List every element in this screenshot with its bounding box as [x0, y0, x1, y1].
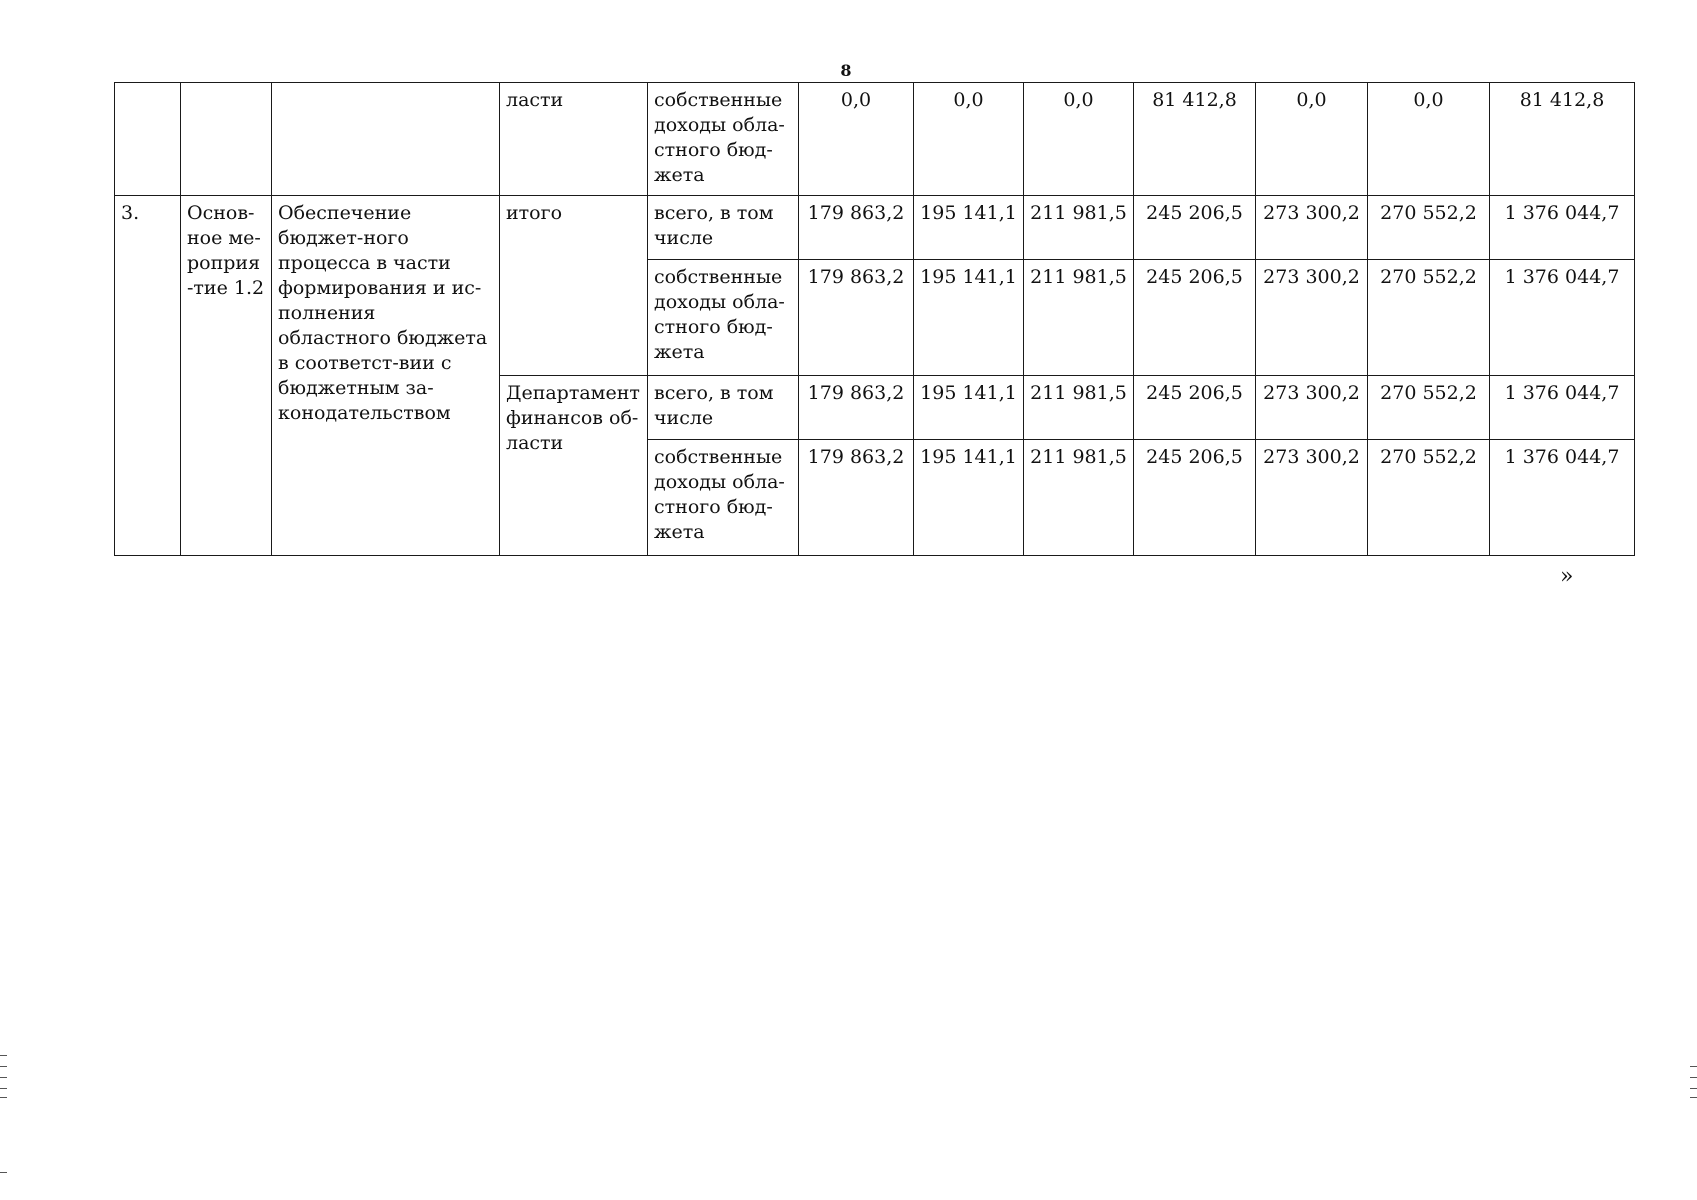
row-number-cell	[115, 83, 181, 196]
source-cell: собственные доходы обла-стного бюд-жета	[648, 260, 799, 376]
page-number: 8	[840, 61, 852, 80]
executor-cell: ласти	[500, 83, 648, 196]
value-cell: 211 981,5	[1024, 196, 1134, 260]
row-number-cell: 3.	[115, 196, 181, 556]
value-cell: 245 206,5	[1134, 196, 1256, 260]
value-cell: 0,0	[914, 83, 1024, 196]
status-cell	[181, 83, 272, 196]
value-cell: 0,0	[1024, 83, 1134, 196]
source-cell: собственные доходы обла-стного бюд-жета	[648, 440, 799, 556]
value-cell: 245 206,5	[1134, 376, 1256, 440]
value-cell: 1 376 044,7	[1490, 376, 1635, 440]
value-cell: 273 300,2	[1256, 376, 1368, 440]
name-cell	[272, 83, 500, 196]
name-cell: Обеспечение бюджет-ного процесса в части формирования и ис-полнения областного бюджета в соответст-вии с бюджетным за-конодательством	[272, 196, 500, 556]
value-cell: 179 863,2	[799, 260, 914, 376]
value-cell: 195 141,1	[914, 440, 1024, 556]
budget-table	[114, 82, 1635, 556]
value-cell: 211 981,5	[1024, 260, 1134, 376]
value-cell: 211 981,5	[1024, 376, 1134, 440]
status-cell: Основ-ное ме-роприя-тие 1.2	[181, 196, 272, 556]
value-cell: 1 376 044,7	[1490, 260, 1635, 376]
source-cell: собственные доходы обла-стного бюд-жета	[648, 83, 799, 196]
value-cell: 1 376 044,7	[1490, 440, 1635, 556]
value-cell: 211 981,5	[1024, 440, 1134, 556]
value-cell: 273 300,2	[1256, 260, 1368, 376]
value-cell: 179 863,2	[799, 376, 914, 440]
value-cell: 245 206,5	[1134, 440, 1256, 556]
value-cell: 195 141,1	[914, 376, 1024, 440]
value-cell: 270 552,2	[1368, 376, 1490, 440]
source-cell: всего, в том числе	[648, 376, 799, 440]
value-cell: 273 300,2	[1256, 440, 1368, 556]
value-cell: 0,0	[1256, 83, 1368, 196]
value-cell: 270 552,2	[1368, 196, 1490, 260]
value-cell: 270 552,2	[1368, 260, 1490, 376]
value-cell: 270 552,2	[1368, 440, 1490, 556]
value-cell: 273 300,2	[1256, 196, 1368, 260]
value-cell: 245 206,5	[1134, 260, 1256, 376]
value-cell: 195 141,1	[914, 196, 1024, 260]
table-row	[115, 83, 1635, 196]
executor-cell: итого	[500, 196, 648, 376]
executor-cell: Департамент финансов об-ласти	[500, 376, 648, 556]
value-cell: 179 863,2	[799, 440, 914, 556]
table-row	[115, 196, 1635, 260]
closing-quote: »	[1560, 564, 1574, 589]
value-cell: 179 863,2	[799, 196, 914, 260]
value-cell: 195 141,1	[914, 260, 1024, 376]
source-cell: всего, в том числе	[648, 196, 799, 260]
value-cell: 81 412,8	[1134, 83, 1256, 196]
value-cell: 0,0	[799, 83, 914, 196]
value-cell: 81 412,8	[1490, 83, 1635, 196]
value-cell: 1 376 044,7	[1490, 196, 1635, 260]
value-cell: 0,0	[1368, 83, 1490, 196]
